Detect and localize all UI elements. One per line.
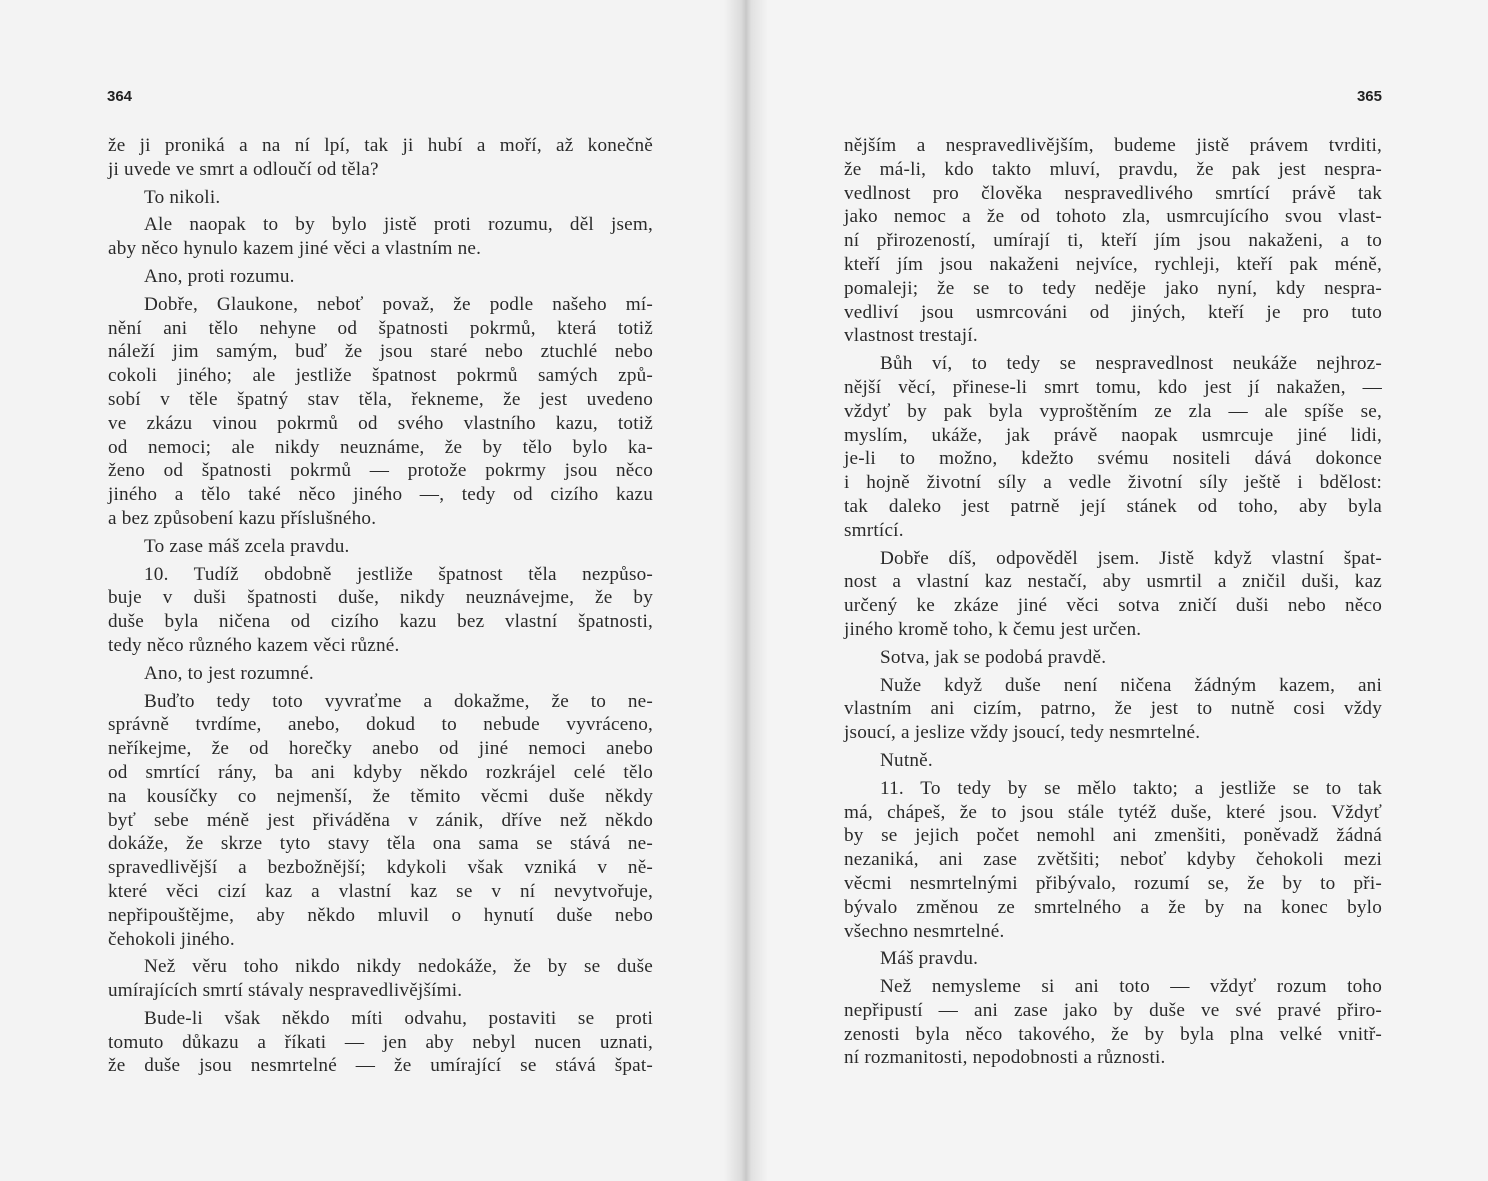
text-line: Bude-li však někdo míti odvahu, postaviti se proti xyxy=(144,1007,653,1029)
text-line: Než věru toho nikdo nikdy nedokáže, že by se duše xyxy=(144,956,653,978)
text-line: všechno nesmrtelné. xyxy=(844,920,1005,942)
text-line: tak daleko jest patrně její stánek od toho, aby byla xyxy=(844,495,1382,517)
text-line: že duše jsou nesmrtelné — že umírající se stává špat- xyxy=(108,1055,653,1077)
text-line: vedlnost pro člověka nespravedlivého smrtící právě tak xyxy=(844,182,1382,204)
text-line: má, chápeš, že to jsou stále tytéž duše, které jsou. Vždyť xyxy=(844,801,1382,823)
text-line: Nuže když duše není ničena žádným kazem, ani xyxy=(880,674,1382,696)
text-line: dokáže, že skrze tyto stavy těla ona sama se stává ne- xyxy=(108,833,653,855)
text-line: Bůh ví, to tedy se nespravedlnost neukáže nejhroz- xyxy=(880,353,1382,375)
text-line: cokoli jiného; ale jestliže špatnost pokrmů samých způ- xyxy=(108,365,653,387)
text-line: neříkejme, že od horečky anebo od jiné nemoci anebo xyxy=(108,738,653,760)
text-line: nění ani tělo nehyne od špatnosti pokrmů, která totiž xyxy=(108,317,653,339)
text-line: nezaniká, ani zase zvětšiti; neboť kdyby čehokoli mezi xyxy=(844,849,1382,871)
text-line: myslím, ukáže, jak právě naopak usmrcuje jiné lidi, xyxy=(844,424,1382,446)
text-line: aby něco hynulo kazem jiné věci a vlastním ne. xyxy=(108,238,482,260)
text-line: Nutně. xyxy=(880,749,933,771)
text-line: duše byla ničena od cizího kazu bez vlastní špatnosti, xyxy=(108,611,653,633)
page-number: 365 xyxy=(1356,88,1382,105)
text-line: a bez způsobení kazu příslušného. xyxy=(108,507,377,529)
text-line: jiného a tělo také něco jiného —, tedy od cizího kazu xyxy=(108,484,653,506)
text-line: umírajících smrtí stávaly nespravedlivějšími. xyxy=(108,980,463,1002)
text-line: které věci cizí kaz a vlastní kaz se v ní nevytvořuje, xyxy=(108,880,653,902)
text-line: ve zkázu vinou pokrmů od svého vlastního kazu, totiž xyxy=(108,412,653,434)
text-line: ní přirozeností, umírají ti, kteří jím jsou nakaženi, a to xyxy=(844,230,1382,252)
text-line: správně tvrdíme, anebo, dokud to nebude vyvráceno, xyxy=(108,714,653,736)
text-line: věcmi nesmrtelnými přibývalo, rozumí se, že by to při- xyxy=(844,872,1382,894)
text-line: určený ke zkáze jiné věci sotva zničí duši nebo něco xyxy=(844,595,1382,617)
text-line: nější věcí, přinese-li smrt tomu, kdo jest jí nakažen, — xyxy=(844,376,1382,398)
text-line: že má-li, kdo takto mluví, pravdu, že pak jest nespra- xyxy=(844,158,1382,180)
text-line: jsoucí, a jeslize vždy jsoucí, tedy nesmrtelné. xyxy=(844,722,1201,744)
text-line: Ano, to jest rozumné. xyxy=(144,662,314,684)
text-line: tomuto důkazu a říkati — jen aby nebyl nucen uznati, xyxy=(108,1031,653,1053)
text-line: Ano, proti rozumu. xyxy=(144,265,295,287)
text-line: je-li to možno, kdežto svému nositeli dává dokonce xyxy=(844,448,1382,470)
text-line: byť sebe méně jest přiváděna v zánik, dříve než někdo xyxy=(108,809,653,831)
page-number: 364 xyxy=(107,88,133,105)
text-line: vedliví jsou usmrcováni od jiných, kteří je pro tuto xyxy=(844,301,1382,323)
text-line: ji uvede ve smrt a odloučí od těla? xyxy=(108,158,379,180)
text-line: 11. To tedy by se mělo takto; a jestliže se to tak xyxy=(880,777,1382,799)
text-line: sobí v těle špatný stav těla, řekneme, že jest uvedeno xyxy=(108,388,653,410)
book-gutter xyxy=(724,0,768,1181)
text-line: smrtící. xyxy=(844,519,904,541)
text-line: Sotva, jak se podobá pravdě. xyxy=(880,646,1107,668)
page-text xyxy=(108,134,653,1078)
text-line: Máš pravdu. xyxy=(880,948,979,970)
text-line: čehokoli jiného. xyxy=(108,928,235,950)
text-line: i hojně životní síly a vedle životní síly ještě i bdělost: xyxy=(844,472,1382,494)
text-line: na kousíčky co nejmenší, že těmito věcmi duše někdy xyxy=(108,785,653,807)
text-line: spravedlivější a bezbožnější; kdykoli však vzniká v ně- xyxy=(108,857,653,879)
text-line: To zase máš zcela pravdu. xyxy=(144,535,350,557)
text-line: Buďto tedy toto vyvraťme a dokažme, že to ne- xyxy=(144,690,653,712)
text-line: náleží jim samým, buď že jsou staré nebo ztuchlé nebo xyxy=(108,341,653,363)
text-line: jako nemoc a že od tohoto zla, usmrcujícího svou vlast- xyxy=(844,206,1382,228)
text-line: nějším a nespravedlivějším, budeme jistě právem tvrditi, xyxy=(844,135,1382,156)
text-line: To nikoli. xyxy=(144,186,221,208)
text-line: buje v duši špatnosti duše, nikdy neuznávejme, že by xyxy=(108,587,653,609)
text-line: Než nemysleme si ani toto — vždyť rozum toho xyxy=(880,976,1382,998)
text-line: by se jejich počet nemohl ani zmenšiti, poněvadž žádná xyxy=(844,825,1382,847)
text-line: zenosti byla něco takového, že by byla plna velké vnitř- xyxy=(844,1023,1382,1045)
text-line: vlastním ani cizím, patrno, že jest to nutně cosi vždy xyxy=(844,698,1382,720)
text-line: jiného kromě toho, k čemu jest určen. xyxy=(844,618,1142,640)
text-line: vlastnost trestají. xyxy=(844,325,978,347)
text-line: nepřipouštějme, aby někdo mluvil o hynutí duše nebo xyxy=(108,904,653,926)
text-line: Ale naopak to by bylo jistě proti rozumu, děl jsem, xyxy=(144,214,653,236)
text-line: ní rozmanitosti, nepodobnosti a různosti. xyxy=(844,1047,1166,1069)
text-line: nost a vlastní kaz nestačí, aby usmrtil a zničil duši, kaz xyxy=(844,571,1382,593)
text-line: od smrtící rány, ba ani kdyby někdo rozkrájel celé tělo xyxy=(108,761,653,783)
text-line: nepřipustí — ani zase jako by duše ve své pravé přiro- xyxy=(844,999,1382,1021)
text-line: od nemoci; ale nikdy neuznáme, že by tělo bylo ka- xyxy=(108,436,653,458)
text-line: že ji proniká a na ní lpí, tak ji hubí a moří, až konečně xyxy=(108,135,653,156)
text-line: Dobře díš, odpověděl jsem. Jistě když vlastní špat- xyxy=(880,547,1382,569)
text-line: ženo od špatnosti pokrmů — protože pokrmy jsou něco xyxy=(108,460,653,482)
text-line: tedy něco různého kazem věci různé. xyxy=(108,634,400,656)
text-line: Dobře, Glaukone, neboť považ, že podle našeho mí- xyxy=(144,293,653,315)
right-page xyxy=(744,0,1488,1181)
page-text xyxy=(844,134,1382,1070)
text-line: vždyť by pak byla vyproštěním ze zla — ale spíše se, xyxy=(844,400,1382,422)
text-line: kteří jím jsou nakaženi nejvíce, rychleji, kteří pak méně, xyxy=(844,253,1382,275)
text-line: pomaleji; že se to tedy neděje jako nyní, kdy nespra- xyxy=(844,277,1382,299)
text-line: bývalo změnou ze smrtelného a že by na konec bylo xyxy=(844,896,1382,918)
text-line: 10. Tudíž obdobně jestliže špatnost těla nezpůso- xyxy=(144,563,653,585)
